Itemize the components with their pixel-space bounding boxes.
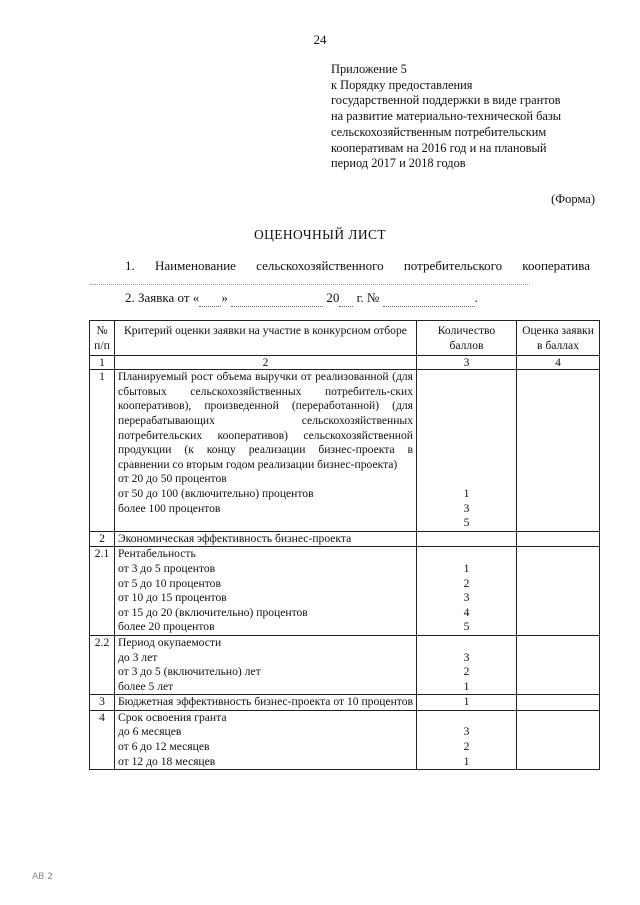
evaluation-cell[interactable]	[517, 531, 600, 547]
criterion-text: Срок освоения гранта	[118, 710, 227, 724]
appendix-line: на развитие материально-технической базы	[331, 109, 562, 124]
application-prefix: 2. Заявка от «	[125, 290, 200, 305]
criterion-cell	[115, 635, 417, 694]
points-value: 1	[463, 695, 470, 709]
col-header-points: Количество баллов	[417, 321, 517, 356]
application-suffix: .	[474, 290, 478, 305]
criterion-option: от 10 до 15 процентов	[118, 591, 227, 605]
table-row	[90, 710, 600, 769]
criterion-option: от 3 до 5 (включительно) лет	[118, 665, 261, 679]
row-number: 3	[90, 695, 115, 711]
criterion-option: более 20 процентов	[118, 620, 215, 634]
points-value: 4	[463, 605, 470, 619]
points-value: 3	[463, 650, 470, 664]
points-value: 2	[463, 665, 470, 679]
cooperative-name-label: 1. Наименование сельскохозяйственного потребительского кооператива	[125, 258, 590, 273]
points-value: 1	[463, 561, 470, 575]
criterion-option: от 12 до 18 месяцев	[118, 754, 216, 768]
criterion-cell	[115, 531, 417, 547]
evaluation-cell[interactable]	[517, 370, 600, 532]
points-value: 5	[463, 516, 470, 530]
column-number: 4	[517, 356, 600, 370]
footer-mark: AB 2	[32, 872, 53, 882]
column-number: 2	[115, 356, 417, 370]
criterion-cell	[115, 370, 417, 532]
row-number: 4	[90, 710, 115, 769]
points-value: 2	[463, 576, 470, 590]
criterion-cell	[115, 710, 417, 769]
criterion-option: до 3 лет	[118, 650, 158, 664]
criterion-text: Период окупаемости	[118, 635, 222, 649]
points-cell	[417, 547, 517, 636]
cooperative-name-blank	[90, 284, 530, 285]
col-header-evaluation: Оценка заявки в баллах	[517, 321, 600, 356]
points-cell	[417, 695, 517, 711]
col-header-criterion: Критерий оценки заявки на участие в конкурсном отборе	[115, 321, 417, 356]
points-value: 3	[463, 591, 470, 605]
row-number: 1	[90, 370, 115, 532]
criterion-text: Рентабельность	[118, 547, 196, 561]
points-value: 1	[463, 679, 470, 693]
table-row	[90, 547, 600, 636]
appendix-line: к Порядку предоставления	[331, 77, 473, 92]
criterion-text: Бюджетная эффективность бизнес-проекта от 10 процентов	[118, 695, 413, 709]
criterion-text: Экономическая эффективность бизнес-проекта	[118, 531, 352, 545]
row-number: 2.2	[90, 635, 115, 694]
points-value: 3	[463, 501, 470, 515]
points-cell	[417, 635, 517, 694]
evaluation-cell[interactable]	[517, 710, 600, 769]
criterion-option: от 6 до 12 месяцев	[118, 740, 210, 754]
criterion-option: до 6 месяцев	[118, 725, 182, 739]
table-row	[90, 695, 600, 711]
points-value: 1	[463, 486, 470, 500]
appendix-header	[331, 62, 611, 172]
points-value: 5	[463, 620, 470, 634]
criterion-option: от 5 до 10 процентов	[118, 576, 221, 590]
criterion-cell	[115, 547, 417, 636]
appendix-line: сельскохозяйственным потребительским	[331, 124, 547, 139]
evaluation-cell[interactable]	[517, 547, 600, 636]
year-blank	[339, 290, 353, 307]
criterion-option: более 100 процентов	[118, 501, 221, 515]
row-number: 2	[90, 531, 115, 547]
col-header-number: № п/п	[90, 321, 115, 356]
form-label: (Форма)	[551, 192, 595, 206]
evaluation-cell[interactable]	[517, 695, 600, 711]
application-number-label: г. №	[356, 290, 380, 305]
table-row	[90, 635, 600, 694]
row-number: 2.1	[90, 547, 115, 636]
appendix-line: государственной поддержки в виде грантов	[331, 93, 561, 108]
points-cell	[417, 370, 517, 532]
appendix-line: кооперативам на 2016 год и на плановый	[331, 140, 547, 155]
criterion-cell	[115, 695, 417, 711]
application-quote-close: »	[221, 290, 228, 305]
criterion-text: Планируемый рост объема выручки от реализованной (для сбытовых сельскохозяйственных потребитель-ских кооперативов), произведенной (переработанной) (для перерабатывающих сельскохозяйственных потребительских кооперативов) сельскохозяйственной продукции (к концу реализации бизнес-проекта в сравнении со вторым годом реализации бизнес-проекта)	[118, 370, 413, 471]
criterion-option: более 5 лет	[118, 679, 174, 693]
application-line	[125, 290, 478, 307]
number-blank	[383, 290, 475, 307]
table-row	[90, 531, 600, 547]
day-blank	[199, 290, 221, 307]
criterion-option: от 3 до 5 процентов	[118, 561, 216, 575]
column-number-row	[90, 356, 600, 370]
appendix-line: Приложение 5	[331, 62, 407, 76]
table-header-row	[90, 321, 600, 356]
points-value: 1	[463, 754, 470, 768]
application-year-prefix: 20	[326, 290, 340, 305]
column-number: 3	[417, 356, 517, 370]
criterion-option: от 50 до 100 (включительно) процентов	[118, 486, 314, 500]
page-number: 24	[313, 32, 327, 47]
document-title: ОЦЕНОЧНЫЙ ЛИСТ	[253, 227, 387, 242]
evaluation-cell[interactable]	[517, 635, 600, 694]
points-cell	[417, 531, 517, 547]
table-row	[90, 370, 600, 532]
appendix-line: период 2017 и 2018 годов	[331, 156, 466, 171]
column-number: 1	[90, 356, 115, 370]
criterion-option: от 20 до 50 процентов	[118, 472, 227, 486]
evaluation-table	[89, 320, 600, 770]
points-cell	[417, 710, 517, 769]
points-value: 2	[463, 740, 470, 754]
points-value: 3	[463, 725, 470, 739]
month-blank	[231, 290, 323, 307]
criterion-option: от 15 до 20 (включительно) процентов	[118, 605, 308, 619]
